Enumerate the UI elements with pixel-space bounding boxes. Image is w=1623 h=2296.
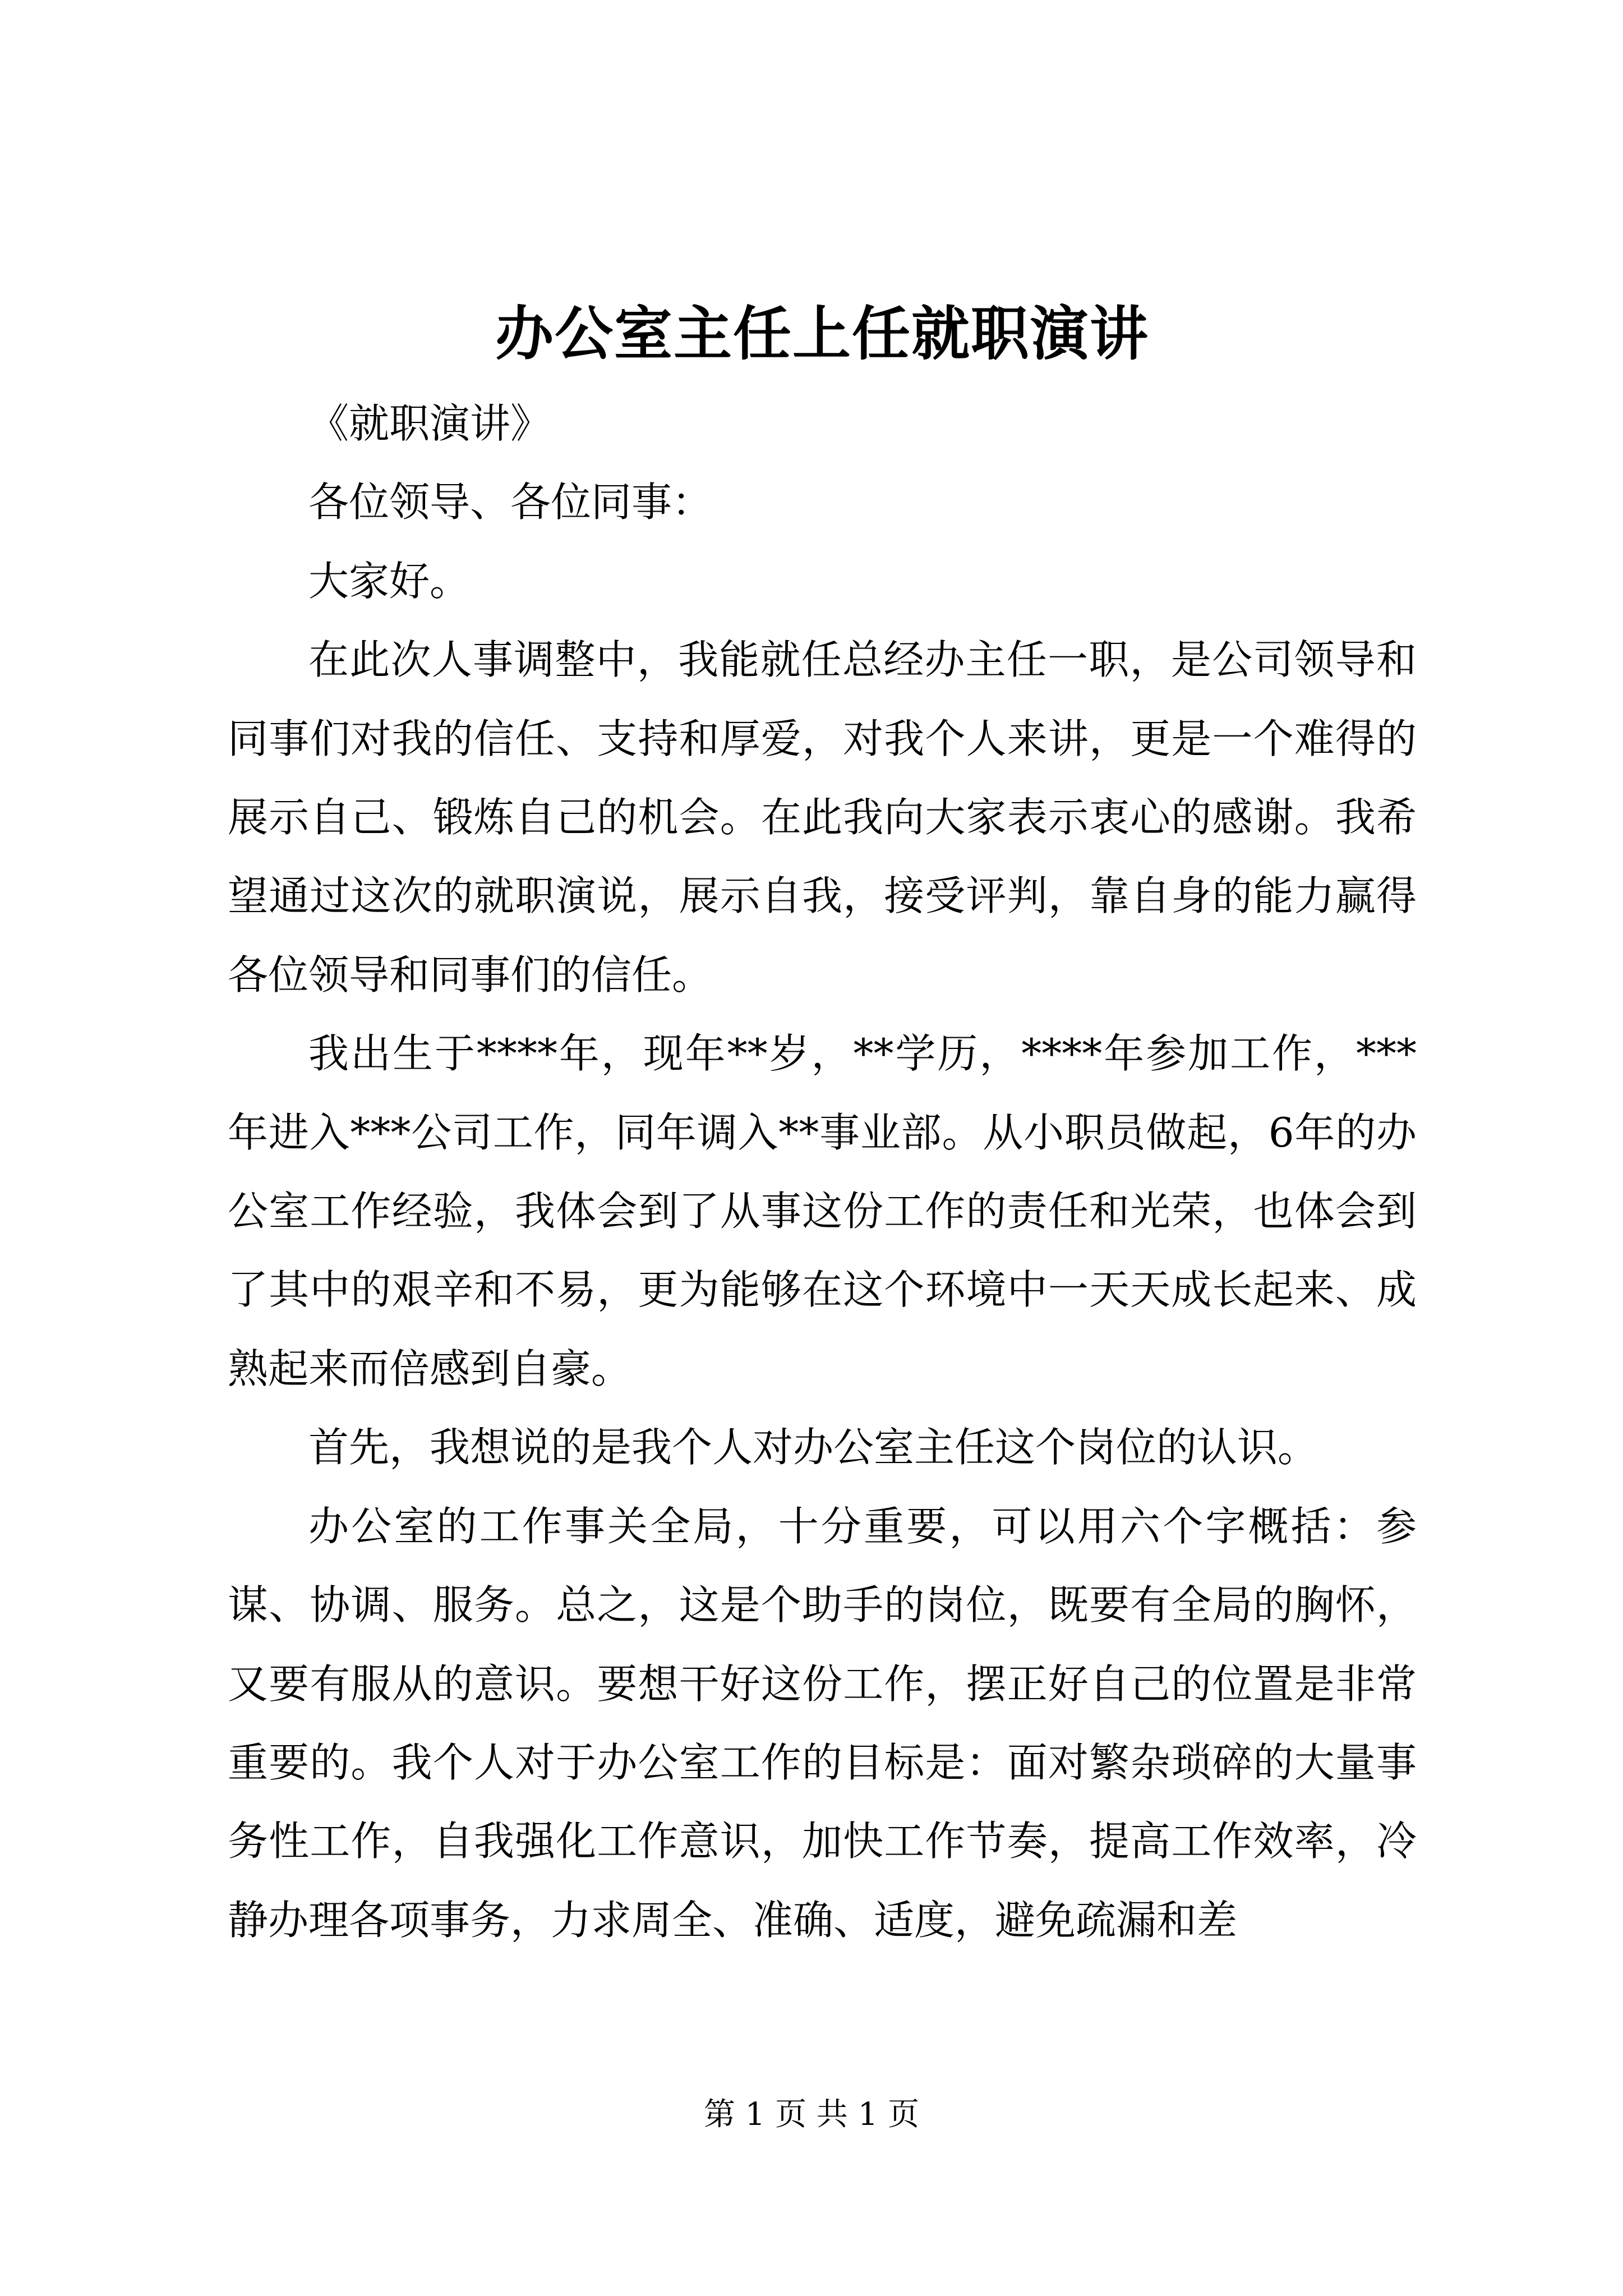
document-body — [228, 283, 1417, 1959]
paragraph-appointment: 在此次人事调整中，我能就任总经办主任一职，是公司领导和同事们对我的信任、支持和厚爱，对我个人来讲，更是一个难得的展示自己、锻炼自己的机会。在此我向大家表示衷心的感谢。我希望通过这次的就职演说，展示自我，接受评判，靠自身的能力赢得各位领导和同事们的信任。 — [228, 636, 1417, 999]
page-footer: 第 1 页 共 1 页 — [703, 2096, 920, 2133]
paragraph-greeting: 大家好。 — [308, 557, 471, 605]
paragraph-background: 我出生于****年，现年**岁，**学历，****年参加工作，***年进入***公司工作，同年调入**事业部。从小职员做起，6年的办公室工作经验，我体会到了从事这份工作的责任和光荣，也体会到了其中的艰辛和不易，更为能够在这个环境中一天天成长起来、成熟起来而倍感到自豪。 — [228, 1030, 1417, 1392]
paragraph-salutation: 各位领导、各位同事： — [308, 478, 713, 526]
paragraph-office-work: 办公室的工作事关全局，十分重要，可以用六个字概括：参谋、协调、服务。总之，这是个助手的岗位，既要有全局的胸怀，又要有服从的意识。要想干好这份工作，摆正好自己的位置是非常重要的。我个人对于办公室工作的目标是：面对繁杂琐碎的大量事务性工作，自我强化工作意识，加快工作节奏，提高工作效率，冷静办理各项事务，力求周全、准确、适度，避免疏漏和差 — [228, 1502, 1417, 1944]
document-title: 办公室主任上任就职演讲 — [495, 299, 1149, 368]
paragraph-role-intro: 首先，我想说的是我个人对办公室主任这个岗位的认识。 — [308, 1424, 1318, 1471]
paragraph-speech-label: 《就职演讲》 — [308, 400, 551, 447]
